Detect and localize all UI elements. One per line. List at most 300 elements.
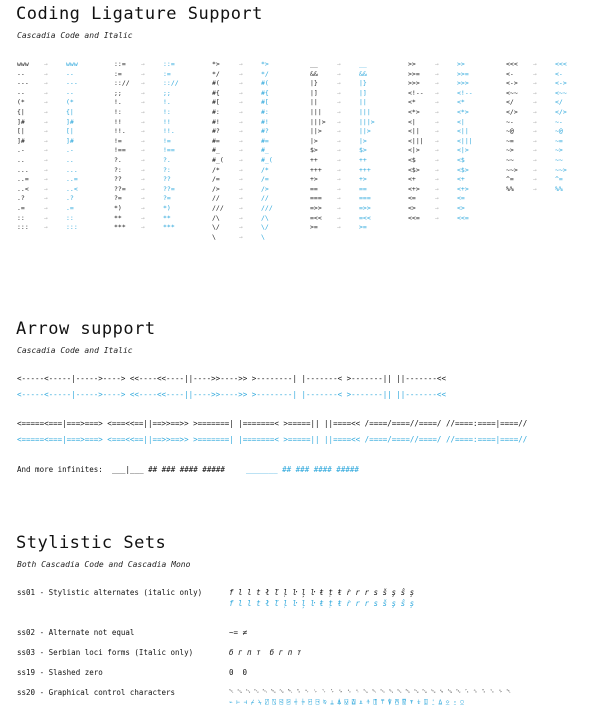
ligature-source: ..= <box>17 175 29 184</box>
ligature-output: *) <box>163 204 171 212</box>
ligature-source: #! <box>212 117 220 126</box>
ligature-source: /\ <box>212 213 220 222</box>
ligature-source: <$ <box>408 156 416 164</box>
arrow-icon: → <box>337 88 341 97</box>
ligature-source: ::// <box>114 79 130 88</box>
ligature-source: .- <box>17 146 25 155</box>
ligature-output: <- <box>555 69 563 78</box>
arrow-icon: → <box>239 60 243 68</box>
ligature-output: ~~> <box>555 165 567 174</box>
ligature-source: ?? <box>114 175 122 184</box>
arrow-icon: → <box>435 79 439 88</box>
arrow-icon: → <box>337 146 341 155</box>
arrow-icon: → <box>533 117 537 126</box>
ligature-output: || <box>359 98 367 107</box>
ligature-source: *** <box>114 223 126 232</box>
ligature-output: </> <box>555 108 567 116</box>
arrow-icon: → <box>141 117 145 126</box>
ligature-source: ** <box>114 213 122 222</box>
arrow-icon: → <box>44 69 48 78</box>
ligature-output: := <box>163 69 171 78</box>
ligature-source: <!-- <box>408 88 424 97</box>
arrow-icon: → <box>44 79 48 88</box>
ligature-source: /> <box>212 184 220 193</box>
ligature-output: ||| <box>359 108 371 116</box>
ligature-source: ^= <box>506 175 514 184</box>
ligature-output: <||| <box>457 136 473 145</box>
arrow-icon: → <box>44 213 48 222</box>
ligature-source: <||| <box>408 136 424 145</box>
ligature-source: <*> <box>408 108 420 116</box>
ligature-output: -- <box>66 88 74 97</box>
ligature-output: <<< <box>555 60 567 68</box>
ligature-output: !. <box>163 98 171 107</box>
ligature-source: |||> <box>310 117 326 126</box>
arrow-icon: → <box>533 156 537 164</box>
ligature-output: ..= <box>66 175 78 184</box>
arrow-icon: → <box>44 184 48 193</box>
arrow-icon: → <box>533 108 537 116</box>
ligature-output: {| <box>66 108 74 116</box>
ligature-source: --- <box>17 79 29 88</box>
ligature-output: %% <box>555 184 563 193</box>
ligature-output: |] <box>359 88 367 97</box>
arrow-icon: → <box>337 223 341 232</box>
arrows-title: Arrow support <box>16 319 156 339</box>
ligature-output: <|> <box>457 146 469 155</box>
ligature-output: .= <box>66 204 74 212</box>
arrow-icon: → <box>44 223 48 232</box>
ligature-source: ~- <box>506 117 514 126</box>
arrow-icon: → <box>44 165 48 174</box>
ligature-source: </> <box>506 108 518 116</box>
arrow-icon: → <box>533 184 537 193</box>
ligature-source: :: <box>17 213 25 222</box>
ligature-output: // <box>261 194 269 203</box>
arrow-icon: → <box>141 127 145 136</box>
ligature-output: |> <box>359 136 367 145</box>
ligature-source: #[ <box>212 98 220 107</box>
ligature-output: /// <box>261 204 273 212</box>
arrow-icon: → <box>239 117 243 126</box>
ligature-output: $> <box>359 146 367 155</box>
arrow-icon: → <box>44 127 48 136</box>
ligature-output: ... <box>66 165 78 174</box>
ligature-output: ..< <box>66 184 78 193</box>
ligature-output: #= <box>261 136 269 145</box>
ligature-output: <+ <box>457 175 465 184</box>
ligature-source: !: <box>114 108 122 116</box>
ligature-source: := <box>114 69 122 78</box>
ligature-output: /* <box>261 165 269 174</box>
ss01-source: f l l t ł ľ ḷ ŀ ļ ŀ ŧ ṭ ŧ ṙ r r s š ş ŝ ș <box>229 588 415 597</box>
ss03-label: ss03 - Serbian loci forms (Italic only) <box>17 648 194 657</box>
arrow-icon: → <box>141 88 145 97</box>
arrow-icon: → <box>44 175 48 184</box>
ss03-value: б г п т б г п т <box>229 648 302 657</box>
ligature-source: <|> <box>408 146 420 155</box>
ligature-output: <| <box>457 117 465 126</box>
arrow-icon: → <box>337 194 341 203</box>
arrow-icon: → <box>141 194 145 203</box>
arrow-line-2-source: <=====<===|===>===> <===<<==||==>>==>> >=======| |=======< >=====|| ||====<< /====/====//====/ //====:====|====// <box>17 419 528 428</box>
ligature-output: /\ <box>261 213 269 222</box>
arrow-icon: → <box>141 98 145 107</box>
arrow-icon: → <box>44 204 48 212</box>
ligature-source: +> <box>310 175 318 184</box>
arrow-icon: → <box>44 98 48 107</box>
ligature-output: ~- <box>555 117 563 126</box>
ligature-output: +> <box>359 175 367 184</box>
arrow-icon: → <box>239 175 243 184</box>
arrow-icon: → <box>141 175 145 184</box>
ligature-source: !== <box>114 146 126 155</box>
ss02-label: ss02 - Alternate not equal <box>17 628 135 637</box>
ligature-output: <$> <box>457 165 469 174</box>
ligature-source: <| <box>408 117 416 126</box>
ligature-output: +++ <box>359 165 371 174</box>
ligature-source: ~= <box>506 136 514 145</box>
ligature-output: ?. <box>163 156 171 164</box>
arrow-icon: → <box>533 69 537 78</box>
arrow-icon: → <box>337 69 341 78</box>
ligature-source: [| <box>17 127 25 136</box>
ligature-source: <<= <box>408 213 420 222</box>
ligature-output: [| <box>66 127 74 136</box>
ligature-output: ?: <box>163 165 171 174</box>
arrow-icon: → <box>44 108 48 116</box>
arrow-icon: → <box>435 213 439 222</box>
ligature-output: <$ <box>457 156 465 164</box>
ligature-source: ||| <box>310 108 322 116</box>
ligature-output: .? <box>66 194 74 203</box>
arrow-icon: → <box>435 146 439 155</box>
ligature-output: :: <box>66 213 74 222</box>
ligature-output: <!-- <box>457 88 473 97</box>
arrow-icon: → <box>141 146 145 155</box>
ligature-source: \/ <box>212 223 220 232</box>
ligature-output: #! <box>261 117 269 126</box>
ligature-output: >>> <box>457 79 469 88</box>
ligature-source: !! <box>114 117 122 126</box>
arrow-icon: → <box>44 146 48 155</box>
ligature-source: #( <box>212 79 220 88</box>
ligature-source: <- <box>506 69 514 78</box>
arrow-icon: → <box>141 69 145 78</box>
ligature-output: #? <box>261 127 269 136</box>
arrow-icon: → <box>44 156 48 164</box>
ligature-output: (* <box>66 98 74 107</box>
ligatures-subtitle: Cascadia Code and Italic <box>17 31 133 40</box>
arrow-icon: → <box>337 165 341 174</box>
ligature-source: *) <box>114 204 122 212</box>
ligature-source: ?: <box>114 165 122 174</box>
ligature-output: <*> <box>457 108 469 116</box>
arrow-icon: → <box>239 127 243 136</box>
ligature-output: ;; <box>163 88 171 97</box>
stylistic-subtitle: Both Cascadia Code and Cascadia Mono <box>17 560 191 569</box>
arrows-subtitle: Cascadia Code and Italic <box>17 346 133 355</box>
ligature-output: ||> <box>359 127 371 136</box>
ss01-label: ss01 - Stylistic alternates (italic only) <box>17 588 203 597</box>
ligature-output: <= <box>457 194 465 203</box>
arrow-icon: → <box>337 136 341 145</box>
ligature-source: >>> <box>408 79 420 88</box>
ligature-source: #{ <box>212 88 220 97</box>
ligature-source: === <box>310 194 322 203</box>
arrow-icon: → <box>44 136 48 145</box>
arrow-icon: → <box>337 79 341 88</box>
arrow-icon: → <box>141 165 145 174</box>
arrow-icon: → <box>239 98 243 107</box>
ligature-source: \ <box>212 232 216 241</box>
ss19-value: 0 0 <box>229 668 248 677</box>
arrow-icon: → <box>435 108 439 116</box>
ligature-output: =>> <box>359 204 371 212</box>
ligature-source: || <box>310 98 318 107</box>
ligature-source: </ <box>506 98 514 107</box>
arrow-icon: → <box>141 79 145 88</box>
arrow-icon: → <box>533 127 537 136</box>
ligature-source: #= <box>212 136 220 145</box>
ligature-output: ]# <box>66 117 74 126</box>
ligature-source: ||> <box>310 127 322 136</box>
ligature-source: ~~ <box>506 156 514 164</box>
arrow-icon: → <box>44 60 48 68</box>
ligature-output: ~= <box>555 136 563 145</box>
arrow-icon: → <box>239 213 243 222</box>
ligature-source: __ <box>310 60 318 68</box>
arrow-icon: → <box>239 156 243 164</box>
ligature-source: ?. <box>114 156 122 164</box>
arrow-icon: → <box>239 184 243 193</box>
ligature-output: ~@ <box>555 127 563 136</box>
ligature-output: <-> <box>555 79 567 88</box>
ss20-output: ⌁ ⊢ ⊣ ⌿ ⍀ ⍁ ⍂ ⍃ ⍄ ⍅ ⍆ ⍇ ⍈ ⍉ ⍊ ⍋ ⍌ ⍍ ⍎ ⍏ ⍐ ⍑ ⍒ ⍓ ⍔ ⍕ ⍖ ⍗ ⍘ ⍙ ⍚ ⍛ ⍜ <box>229 699 464 706</box>
ligature-output: ]# <box>66 136 74 145</box>
ligature-output: !: <box>163 108 171 116</box>
arrow-icon: → <box>239 146 243 155</box>
arrow-icon: → <box>239 88 243 97</box>
arrow-icon: → <box>435 117 439 126</box>
stylistic-title: Stylistic Sets <box>16 533 167 553</box>
ligature-source: <|| <box>408 127 420 136</box>
ligature-source: -- <box>17 69 25 78</box>
ligature-output: #{ <box>261 88 269 97</box>
arrow-icon: → <box>141 184 145 193</box>
ligature-source: <<< <box>506 60 518 68</box>
arrow-line-1-source: <-----<-----|----->----> <<----<<----||---->>---->> >--------| |-------< >-------|| ||-------<< <box>17 374 446 383</box>
ligature-source: ++ <box>310 156 318 164</box>
ss02-value: ~= ≠ <box>229 628 248 637</box>
ligature-source: $> <box>310 146 318 155</box>
ligature-source: (* <box>17 98 25 107</box>
arrow-icon: → <box>141 204 145 212</box>
ligature-source: >> <box>408 60 416 68</box>
infinites-label: And more infinites: <box>17 465 103 474</box>
arrow-icon: → <box>141 213 145 222</box>
ss20-label: ss20 - Graphical control characters <box>17 688 176 697</box>
ligature-source: +++ <box>310 165 322 174</box>
ligature-output: #( <box>261 79 269 88</box>
arrow-icon: → <box>435 194 439 203</box>
ligature-output: .- <box>66 146 74 155</box>
ligature-source: .= <box>17 204 25 212</box>
ligature-source: <~~ <box>506 88 518 97</box>
arrow-icon: → <box>435 184 439 193</box>
ligature-source: ]# <box>17 117 25 126</box>
ligature-output: \ <box>261 232 265 241</box>
arrow-icon: → <box>533 175 537 184</box>
ligature-source: ~@ <box>506 127 514 136</box>
ligature-source: // <box>212 194 220 203</box>
ligature-output: =<< <box>359 213 371 222</box>
ligature-output: <|| <box>457 127 469 136</box>
ligature-source: != <box>114 136 122 145</box>
arrow-icon: → <box>239 108 243 116</box>
arrow-icon: → <box>239 136 243 145</box>
ligature-output: \/ <box>261 223 269 232</box>
ligature-source: www <box>17 60 29 68</box>
ligature-source: <* <box>408 98 416 107</box>
arrow-icon: → <box>435 60 439 68</box>
ligature-source: == <box>310 184 318 193</box>
ligature-output: #[ <box>261 98 269 107</box>
ligature-source: #_( <box>212 156 224 164</box>
infinites-source: ___|___ ## ### #### ##### <box>112 465 225 474</box>
ligature-source: #_ <box>212 146 220 155</box>
ligature-output: #_ <box>261 146 269 155</box>
ligature-source: >>= <box>408 69 420 78</box>
infinites-ligature: _______ ## ### #### ##### <box>246 465 359 474</box>
arrow-icon: → <box>435 156 439 164</box>
ligature-source: ::= <box>114 60 126 68</box>
ligature-output: www <box>66 60 78 68</box>
arrow-icon: → <box>239 69 243 78</box>
ligature-source: .? <box>17 194 25 203</box>
arrow-icon: → <box>141 223 145 232</box>
arrow-icon: → <box>435 175 439 184</box>
ligature-output: *> <box>261 60 269 68</box>
arrow-icon: → <box>533 60 537 68</box>
ligature-source: =>> <box>310 204 322 212</box>
ligature-source: .. <box>17 156 25 164</box>
ligature-source: *> <box>212 60 220 68</box>
ligature-output: </ <box>555 98 563 107</box>
ligature-output: --- <box>66 79 78 88</box>
ligature-output: #: <box>261 108 269 116</box>
ligature-source: #? <box>212 127 220 136</box>
ligature-output: !!. <box>163 127 175 136</box>
ligature-source: !. <box>114 98 122 107</box>
ligature-output: <~~ <box>555 88 567 97</box>
ligature-source: <= <box>408 194 416 203</box>
arrow-line-2-ligature: <=====<===|===>===> <===<<==||==>>==>> >=======| |=======< >=====|| ||====<< /====/====//====/ //====:====|====// <box>17 435 528 444</box>
arrow-icon: → <box>141 156 145 164</box>
ligature-output: ++ <box>359 156 367 164</box>
arrow-icon: → <box>239 194 243 203</box>
ligature-source: <+> <box>408 184 420 193</box>
arrow-icon: → <box>533 136 537 145</box>
ligature-output: ~> <box>555 146 563 155</box>
ss01-output: f l l t ł ľ ḷ ŀ ļ ŀ ŧ ṭ ŧ ṙ r r s š ş ŝ ș <box>229 599 415 608</box>
arrow-icon: → <box>44 117 48 126</box>
arrow-icon: → <box>533 79 537 88</box>
ligature-source: */ <box>212 69 220 78</box>
ligature-source: /// <box>212 204 224 212</box>
ligature-output: <+> <box>457 184 469 193</box>
arrow-icon: → <box>337 60 341 68</box>
arrow-icon: → <box>533 165 537 174</box>
ligature-output: != <box>163 136 171 145</box>
ligature-source: #: <box>212 108 220 116</box>
ss20-source: ␀ ␁ ␂ ␃ ␄ ␅ ␆ ␇ ␈ ␉ ␊ ␋ ␌ ␍ ␎ ␏ ␐ ␑ ␒ ␓ ␔ ␕ ␖ ␗ ␘ ␙ ␚ ␛ ␜ ␝ ␞ ␟ ␠ ␡ <box>229 688 512 695</box>
ligature-output: ?= <box>163 194 171 203</box>
ligature-source: /= <box>212 175 220 184</box>
ligature-output: -- <box>66 69 74 78</box>
ligature-output: __ <box>359 60 367 68</box>
arrow-icon: → <box>533 88 537 97</box>
ligature-output: === <box>359 194 371 203</box>
ligature-output: <> <box>457 204 465 212</box>
ligature-source: !!. <box>114 127 126 136</box>
ligature-output: ** <box>163 213 171 222</box>
arrow-icon: → <box>337 213 341 222</box>
ligature-source: ... <box>17 165 29 174</box>
ligature-source: /* <box>212 165 220 174</box>
arrow-icon: → <box>337 175 341 184</box>
ligature-source: ?= <box>114 194 122 203</box>
ligature-output: /> <box>261 184 269 193</box>
ligature-source: |> <box>310 136 318 145</box>
ligature-output: == <box>359 184 367 193</box>
ligature-source: -- <box>17 88 25 97</box>
ligature-source: ;; <box>114 88 122 97</box>
ligature-source: =<< <box>310 213 322 222</box>
ligature-output: |||> <box>359 117 375 126</box>
ligature-source: {| <box>17 108 25 116</box>
ligatures-title: Coding Ligature Support <box>16 4 263 24</box>
arrow-icon: → <box>141 136 145 145</box>
ligature-source: ]# <box>17 136 25 145</box>
ligature-output: ::: <box>66 223 78 232</box>
ligature-source: |] <box>310 88 318 97</box>
ligature-source: ~> <box>506 146 514 155</box>
arrow-icon: → <box>44 194 48 203</box>
arrow-icon: → <box>141 108 145 116</box>
ligature-source: ..< <box>17 184 29 193</box>
ligature-output: <* <box>457 98 465 107</box>
ligature-output: ??= <box>163 184 175 193</box>
arrow-icon: → <box>337 156 341 164</box>
ligature-grid <box>17 60 577 270</box>
arrow-icon: → <box>44 88 48 97</box>
arrow-icon: → <box>435 98 439 107</box>
ligature-output: #_( <box>261 156 273 164</box>
arrow-icon: → <box>337 117 341 126</box>
ligature-output: >>= <box>457 69 469 78</box>
ligature-source: <-> <box>506 79 518 88</box>
ligature-output: ^= <box>555 175 563 184</box>
arrow-icon: → <box>435 136 439 145</box>
ligature-source: <> <box>408 204 416 212</box>
ligature-source: >= <box>310 223 318 232</box>
ss19-label: ss19 - Slashed zero <box>17 668 103 677</box>
arrow-icon: → <box>337 127 341 136</box>
ligature-source: ::: <box>17 223 29 232</box>
arrow-icon: → <box>435 88 439 97</box>
ligature-output: */ <box>261 69 269 78</box>
